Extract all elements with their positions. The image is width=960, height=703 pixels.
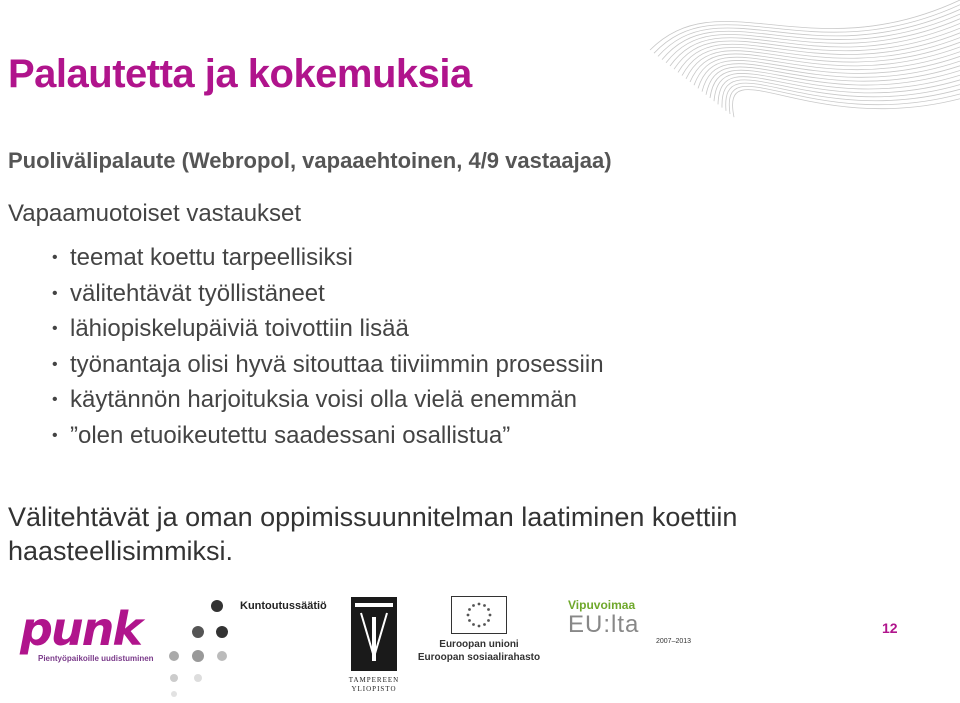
list-item: • välitehtävät työllistäneet [52, 276, 604, 312]
punk-logo [20, 604, 154, 663]
eu-flag-icon [451, 596, 507, 634]
tampere-university-line2: YLIOPISTO [351, 685, 397, 693]
page-number: 12 [882, 620, 898, 636]
tampere-university-emblem-icon [351, 597, 397, 671]
bullet-icon: • [52, 320, 58, 337]
kuntoutussaatio-label: Kuntoutussäätiö [240, 600, 327, 612]
bullet-list [52, 240, 604, 453]
tampere-university-logo [348, 597, 400, 694]
punk-logo-word: punk [20, 602, 142, 656]
list-item: • ”olen etuoikeutettu saadessani osallistua” [52, 418, 604, 454]
list-item: • lähiopiskelupäiviä toivottiin lisää [52, 311, 604, 347]
eu-line2: Euroopan sosiaalirahasto [417, 652, 541, 663]
eu-line1: Euroopan unioni [439, 639, 519, 650]
list-item: • teemat koettu tarpeellisiksi [52, 240, 604, 276]
decorative-wave-graphic [630, 0, 960, 120]
vipuvoimaa-logo [568, 598, 691, 645]
bullet-icon: • [52, 391, 58, 408]
vipuvoimaa-years: 2007–2013 [656, 638, 692, 645]
section-heading: Vapaamuotoiset vastaukset [8, 200, 302, 227]
eu-esf-logo [414, 596, 544, 664]
bullet-icon: • [52, 426, 58, 444]
vipuvoimaa-eu: EU:lta [568, 611, 640, 638]
bullet-icon: • [52, 284, 58, 302]
kuntoutussaatio-logo [160, 598, 327, 703]
slide-subtitle: Puolivälipalaute (Webropol, vapaaehtoinen, 4/9 vastaajaa) [8, 148, 612, 173]
bullet-icon: • [52, 249, 58, 266]
summary-paragraph: Välitehtävät ja oman oppimissuunnitelman laatiminen koettiin haasteellisimmiksi. [8, 502, 738, 566]
tampere-university-line1: TAMPEREEN [348, 676, 400, 684]
punk-logo-tagline: Pientyöpaikoille uudistuminen [38, 654, 154, 663]
list-item: • työnantaja olisi hyvä sitouttaa tiiviimmin prosessiin [52, 347, 604, 383]
kuntoutussaatio-dots-icon [160, 598, 240, 698]
slide-title: Palautetta ja kokemuksia [8, 52, 472, 96]
bullet-icon: • [52, 355, 58, 373]
vipuvoimaa-title: Vipuvoimaa [568, 598, 636, 612]
list-item: • käytännön harjoituksia voisi olla vielä enemmän [52, 382, 604, 418]
